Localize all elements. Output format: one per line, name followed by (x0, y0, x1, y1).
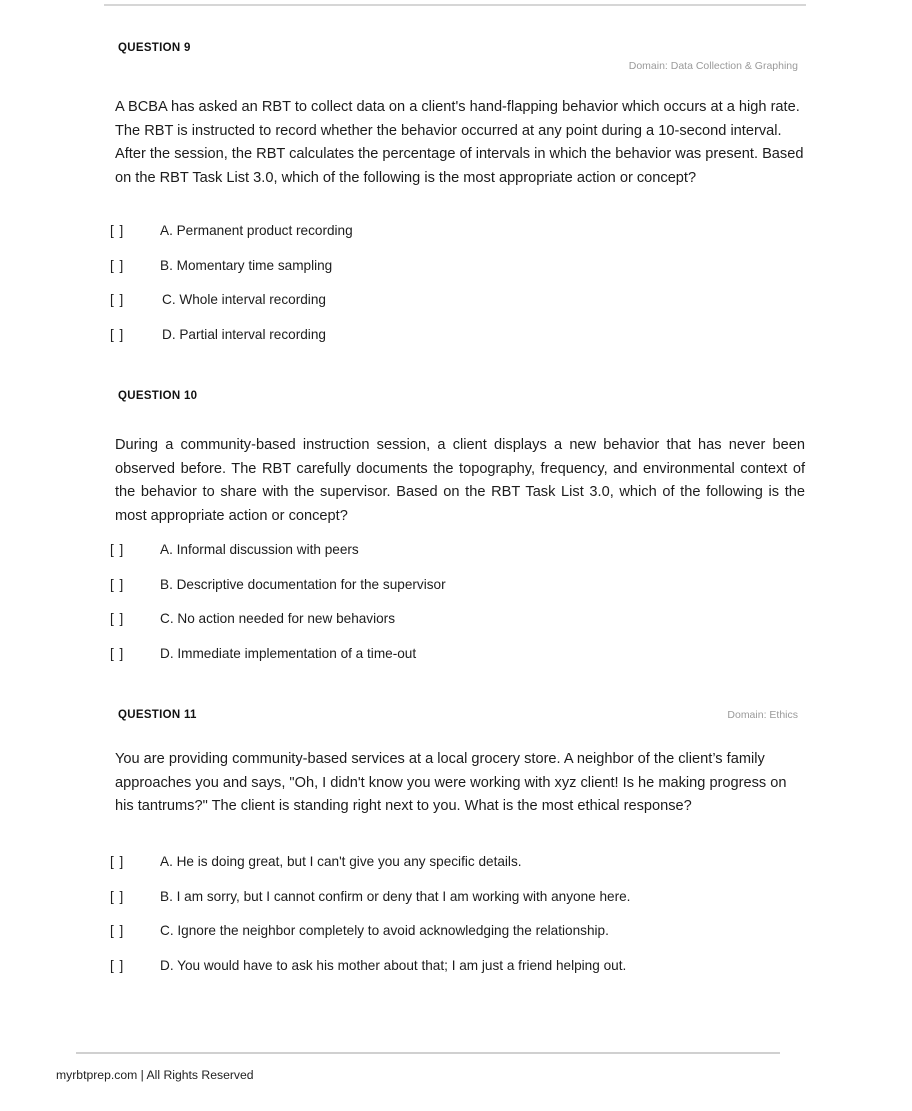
answer-option[interactable] (0, 222, 912, 257)
question-header (0, 709, 912, 725)
checkbox-icon[interactable]: [ ] (110, 257, 125, 273)
question-domain-label: Domain: Data Collection & Graphing (628, 60, 798, 72)
answer-option-label[interactable]: D. Immediate implementation of a time-out (160, 645, 417, 661)
answer-option[interactable] (0, 326, 912, 361)
answer-option-label[interactable]: C. Whole interval recording (162, 292, 326, 307)
checkbox-icon[interactable]: [ ] (110, 854, 125, 869)
checkbox-icon[interactable]: [ ] (110, 576, 125, 592)
answer-option-label[interactable]: A. He is doing great, but I can't give you any specific details. (160, 854, 522, 869)
answer-option-label[interactable]: B. Descriptive documentation for the supervisor (160, 576, 446, 592)
answer-options (0, 853, 912, 991)
answer-option[interactable] (0, 291, 912, 326)
footer-text: myrbtprep.com | All Rights Reserved (56, 1068, 254, 1082)
checkbox-icon[interactable]: [ ] (110, 611, 125, 626)
checkbox-icon[interactable]: [ ] (110, 957, 125, 973)
answer-option-label[interactable]: B. I am sorry, but I cannot confirm or deny that I am working with anyone here. (160, 888, 631, 904)
answer-option[interactable] (0, 257, 912, 292)
answer-options (0, 541, 912, 679)
checkbox-icon[interactable]: [ ] (110, 888, 125, 904)
footer-divider (76, 1052, 780, 1054)
answer-option[interactable] (0, 576, 912, 611)
checkbox-icon[interactable]: [ ] (110, 223, 125, 238)
checkbox-icon[interactable]: [ ] (110, 326, 125, 342)
checkbox-icon[interactable]: [ ] (110, 645, 125, 661)
checkbox-icon[interactable]: [ ] (110, 292, 125, 307)
question-block (0, 390, 912, 406)
question-title: QUESTION 11 (118, 709, 197, 721)
answer-options (0, 222, 912, 360)
answer-option[interactable] (0, 645, 912, 680)
answer-option[interactable] (0, 957, 912, 992)
answer-option-label[interactable]: B. Momentary time sampling (160, 257, 333, 273)
question-body: During a community-based instruction session, a client displays a new behavior that has never been observed before. The RBT carefully documents the topography, frequency, and environmental context of the behavior to share with the supervisor. Based on the RBT Task List 3.0, which of the following is the most appropriate action or concept? (115, 437, 805, 524)
answer-option[interactable] (0, 853, 912, 888)
question-header (0, 390, 912, 406)
answer-option-label[interactable]: A. Informal discussion with peers (160, 542, 359, 557)
question-body: You are providing community-based services at a local grocery store. A neighbor of the client’s family approaches you and says, "Oh, I didn't know you were working with xyz client! Is he making progress on his tantrums?" The client is standing right next to you. What is the most ethical response? (115, 751, 787, 815)
answer-option[interactable] (0, 922, 912, 957)
answer-option-label[interactable]: A. Permanent product recording (160, 223, 353, 238)
checkbox-icon[interactable]: [ ] (110, 923, 125, 938)
question-block (0, 42, 912, 72)
answer-option-label[interactable]: C. No action needed for new behaviors (160, 611, 396, 626)
question-title: QUESTION 10 (118, 390, 198, 402)
answer-option-label[interactable]: D. You would have to ask his mother about that; I am just a friend helping out. (160, 957, 627, 973)
question-body: A BCBA has asked an RBT to collect data on a client's hand-flapping behavior which occurs at a high rate. The RBT is instructed to record whether the behavior occurred at any point during a 10-second interval. After the session, the RBT calculates the percentage of intervals in which the behavior was present. Based on the RBT Task List 3.0, which of the following is the most appropriate action or concept? (115, 99, 804, 186)
answer-option-label[interactable]: C. Ignore the neighbor completely to avoid acknowledging the relationship. (160, 923, 609, 938)
question-title: QUESTION 9 (118, 42, 191, 54)
answer-option[interactable] (0, 610, 912, 645)
checkbox-icon[interactable]: [ ] (110, 542, 125, 557)
question-block (0, 709, 912, 725)
answer-option[interactable] (0, 541, 912, 576)
answer-option[interactable] (0, 888, 912, 923)
header-divider (104, 4, 806, 6)
answer-option-label[interactable]: D. Partial interval recording (162, 326, 326, 342)
question-domain-label: Domain: Ethics (727, 709, 798, 721)
question-header (0, 42, 912, 72)
